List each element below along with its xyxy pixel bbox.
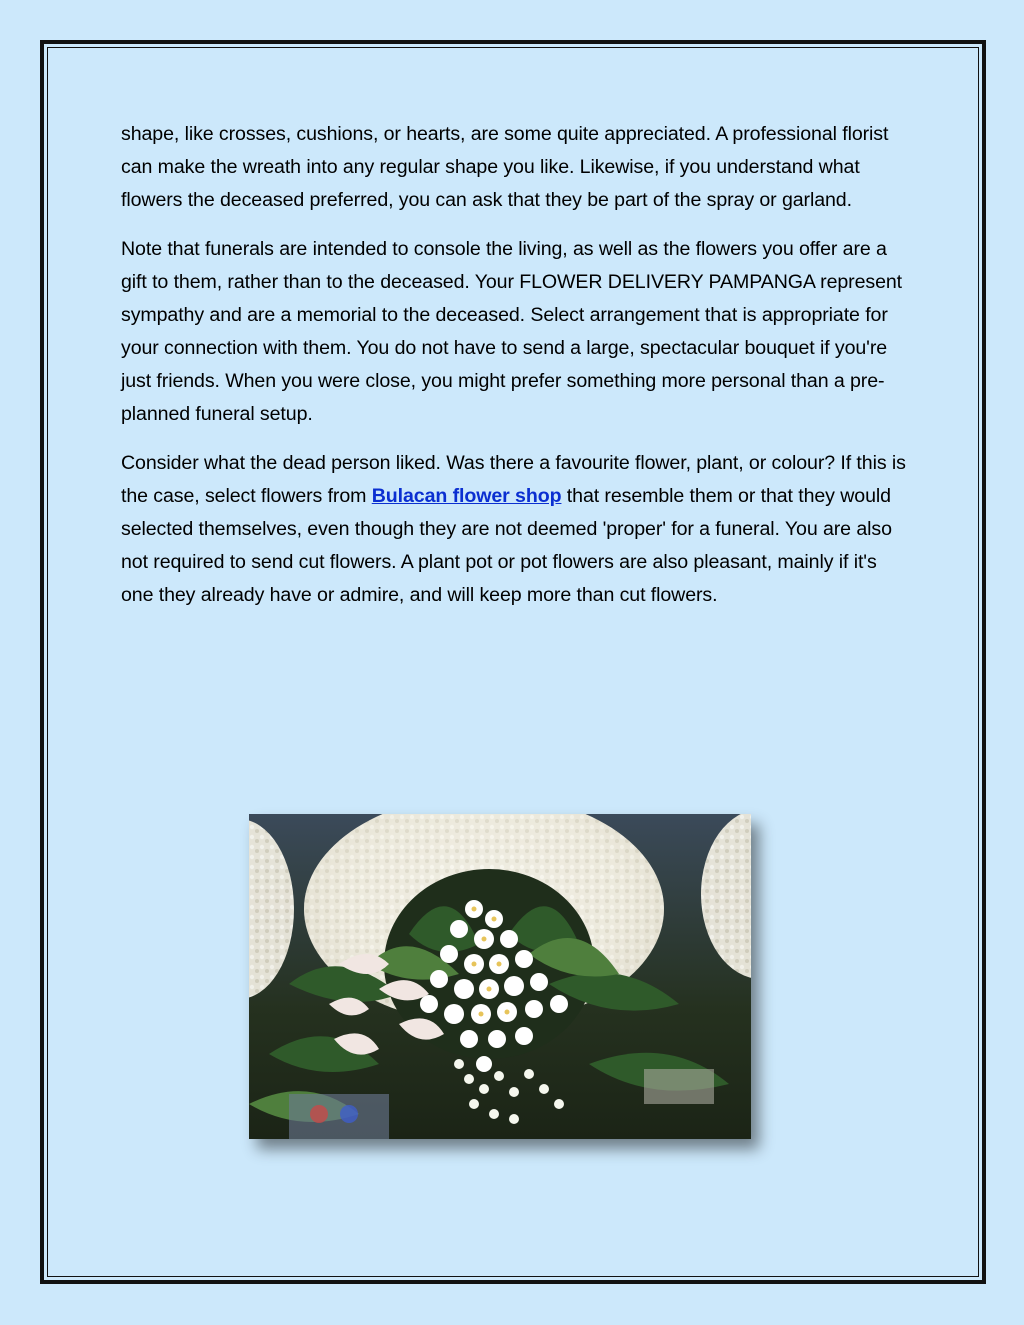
funeral-wreath-image bbox=[249, 814, 751, 1139]
paragraph-3 bbox=[121, 447, 911, 612]
paragraph-2: Note that funerals are intended to console the living, as well as the flowers you offer are a gift to them, rather than to the deceased. Your FLOWER DELIVERY PAMPANGA represent sympathy and are a memorial to the deceased. Select arrangement that is appropriate for your connection with them. You do not have to send a large, spectacular bouquet if you're just friends. When you were close, you might prefer something more personal than a pre-planned funeral setup. bbox=[121, 238, 903, 425]
funeral-wreath-photo bbox=[249, 814, 751, 1139]
paragraph-3-before-link: Consider what the dead person liked. Was there a favourite flower, plant, or colour? If this is the case, select flowers from bbox=[121, 452, 906, 507]
bulacan-flower-shop-link[interactable]: Bulacan flower shop bbox=[371, 485, 562, 507]
paragraph-3-after-link: that resemble them or that they would selected themselves, even though they are not deemed 'proper' for a funeral. You are also not required to send cut flowers. A plant pot or pot flowers are also pleasant, mainly if it's one they already have or admire, and will keep more than cut flowers. bbox=[121, 485, 892, 606]
document-body bbox=[121, 118, 911, 628]
paragraph-1: shape, like crosses, cushions, or hearts, are some quite appreciated. A professional florist can make the wreath into any regular shape you like. Likewise, if you understand what flowers the deceased preferred, you can ask that they be part of the spray or garland. bbox=[121, 123, 889, 211]
